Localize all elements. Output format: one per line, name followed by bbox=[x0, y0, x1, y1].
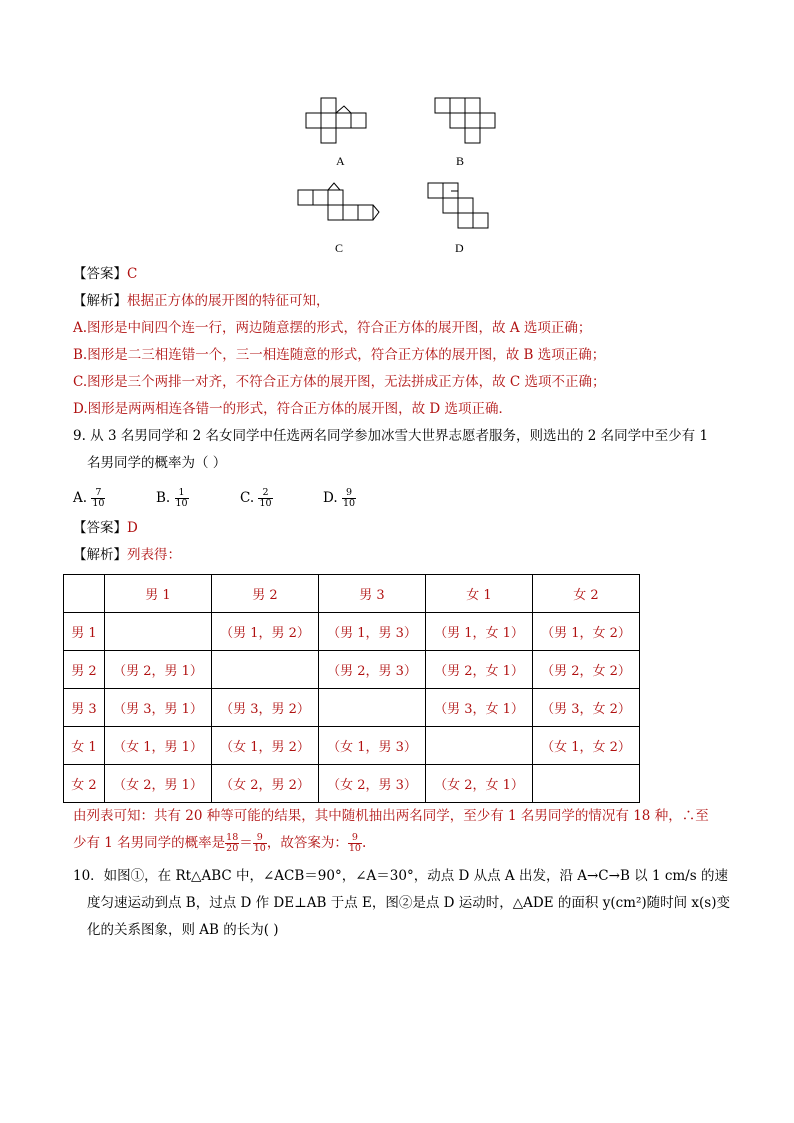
analysis-intro: 列表得： bbox=[127, 547, 181, 563]
table-header-cell: 男 2 bbox=[212, 575, 319, 613]
q9-option-a: A. $\frac{7}{10}$ bbox=[73, 487, 105, 509]
q9-analysis-line bbox=[73, 545, 181, 565]
table-cell: （女 2，女 1） bbox=[426, 765, 533, 803]
analysis-tag: 【解析】 bbox=[73, 547, 127, 563]
table-cell bbox=[105, 613, 212, 651]
table-header-cell: 女 2 bbox=[533, 575, 640, 613]
net-figure-a bbox=[306, 98, 366, 143]
answer-value: D bbox=[127, 520, 138, 536]
table-cell: （女 1，男 3） bbox=[319, 727, 426, 765]
q8-analysis-c: C.图形是三个两排一对齐，不符合正方体的展开图，无法拼成正方体，故 C 选项不正确； bbox=[73, 374, 606, 390]
q8-analysis-a: A.图形是中间四个连一行，两边随意摆的形式，符合正方体的展开图，故 A 选项正确； bbox=[73, 320, 592, 336]
fraction: $\frac{9}{10}$ bbox=[253, 832, 266, 854]
table-cell: （男 1，男 3） bbox=[319, 613, 426, 651]
analysis-tag: 【解析】 bbox=[73, 293, 127, 309]
table-cell: （男 1，男 2） bbox=[212, 613, 319, 651]
outcome-table bbox=[63, 574, 640, 803]
fraction: $\frac{1}{10}$ bbox=[175, 487, 188, 509]
table-cell: （女 1，男 2） bbox=[212, 727, 319, 765]
row-header-cell: 男 3 bbox=[64, 689, 105, 727]
table-cell: （女 2，男 2） bbox=[212, 765, 319, 803]
table-row bbox=[64, 727, 640, 765]
table-cell: （女 1，男 1） bbox=[105, 727, 212, 765]
table-cell: （男 3，女 2） bbox=[533, 689, 640, 727]
table-cell: （男 2，男 3） bbox=[319, 651, 426, 689]
q10-stem-line2: 度匀速运动到点 B，过点 D 作 DE⊥AB 于点 E，图②是点 D 运动时，△ADE 的面积 y(cm²)随时间 x(s)变 bbox=[87, 895, 730, 911]
table-header-cell: 男 1 bbox=[105, 575, 212, 613]
table-row bbox=[64, 765, 640, 803]
q8-analysis-line bbox=[73, 291, 330, 311]
q9-stem-line2: 名男同学的概率为（ ） bbox=[87, 455, 227, 471]
q9-stem-line1: 9. 从 3 名男同学和 2 名女同学中任选两名同学参加冰雪大世界志愿者服务，则选出的 2 名同学中至少有 1 bbox=[73, 428, 709, 444]
table-cell: （女 1，女 2） bbox=[533, 727, 640, 765]
table-cell: （男 3，女 1） bbox=[426, 689, 533, 727]
cube-net-figures bbox=[290, 95, 510, 230]
table-cell: （男 3，男 2） bbox=[212, 689, 319, 727]
q8-analysis-b: B.图形是二三相连错一个，三一相连随意的形式，符合正方体的展开图，故 B 选项正确； bbox=[73, 347, 606, 363]
fraction: $\frac{18}{20}$ bbox=[226, 832, 239, 854]
table-cell: （男 2，女 2） bbox=[533, 651, 640, 689]
net-figure-b bbox=[435, 98, 495, 143]
table-cell: （女 2，男 3） bbox=[319, 765, 426, 803]
answer-value: C bbox=[127, 266, 138, 282]
table-cell: （男 1，女 2） bbox=[533, 613, 640, 651]
fraction: $\frac{9}{10}$ bbox=[348, 832, 361, 854]
table-header-cell: 男 3 bbox=[319, 575, 426, 613]
q10-stem-line3: 化的关系图象，则 AB 的长为( ) bbox=[87, 922, 279, 938]
q9-option-d: D. $\frac{9}{10}$ bbox=[323, 487, 356, 509]
table-cell: （女 2，男 1） bbox=[105, 765, 212, 803]
table-cell bbox=[319, 689, 426, 727]
fraction: $\frac{2}{10}$ bbox=[259, 487, 272, 509]
q9-option-c: C. $\frac{2}{10}$ bbox=[240, 487, 272, 509]
figure-label-a: A bbox=[336, 154, 345, 168]
net-figure-d bbox=[428, 183, 488, 228]
figure-label-c: C bbox=[335, 241, 344, 255]
answer-tag: 【答案】 bbox=[73, 266, 127, 282]
row-header-cell: 女 2 bbox=[64, 765, 105, 803]
q8-answer-line bbox=[73, 264, 137, 284]
table-cell bbox=[212, 651, 319, 689]
q9-answer-line bbox=[73, 518, 138, 538]
figure-label-b: B bbox=[456, 154, 465, 168]
table-cell bbox=[426, 727, 533, 765]
table-cell: （男 2，女 1） bbox=[426, 651, 533, 689]
net-figure-c bbox=[298, 183, 379, 220]
table-row bbox=[64, 651, 640, 689]
figure-label-d: D bbox=[455, 241, 464, 255]
table-cell bbox=[533, 765, 640, 803]
q9-conclusion-line1: 由列表可知：共有 20 种等可能的结果，其中随机抽出两名同学，至少有 1 名男同学的情况有 18 种，∴至 bbox=[73, 808, 709, 824]
table-header-cell: 女 1 bbox=[426, 575, 533, 613]
row-header-cell: 男 2 bbox=[64, 651, 105, 689]
q9-option-b: B. $\frac{1}{10}$ bbox=[156, 487, 188, 509]
analysis-intro: 根据正方体的展开图的特征可知， bbox=[127, 293, 330, 309]
row-header-cell: 男 1 bbox=[64, 613, 105, 651]
fraction: $\frac{9}{10}$ bbox=[342, 487, 356, 509]
q8-analysis-d: D.图形是两两相连各错一的形式，符合正方体的展开图，故 D 选项正确． bbox=[73, 401, 513, 417]
answer-tag: 【答案】 bbox=[73, 520, 127, 536]
table-row bbox=[64, 689, 640, 727]
table-cell: （男 1，女 1） bbox=[426, 613, 533, 651]
fraction: $\frac{7}{10}$ bbox=[92, 487, 105, 509]
q10-stem-line1: 10．如图①，在 Rt△ABC 中，∠ACB＝90°，∠A＝30°，动点 D 从点 A 出发，沿 A→C→B 以 1 cm/s 的速 bbox=[73, 868, 728, 884]
table-header-cell bbox=[64, 575, 105, 613]
table-row bbox=[64, 613, 640, 651]
q9-conclusion-line2: 少有 1 名男同学的概率是 $\frac{18}{20}$ ＝ $\frac{9}{10}$ ，故答案为： $\frac{9}{10}$ . bbox=[73, 832, 367, 854]
table-cell: （男 2，男 1） bbox=[105, 651, 212, 689]
row-header-cell: 女 1 bbox=[64, 727, 105, 765]
table-header-row bbox=[64, 575, 640, 613]
table-cell: （男 3，男 1） bbox=[105, 689, 212, 727]
